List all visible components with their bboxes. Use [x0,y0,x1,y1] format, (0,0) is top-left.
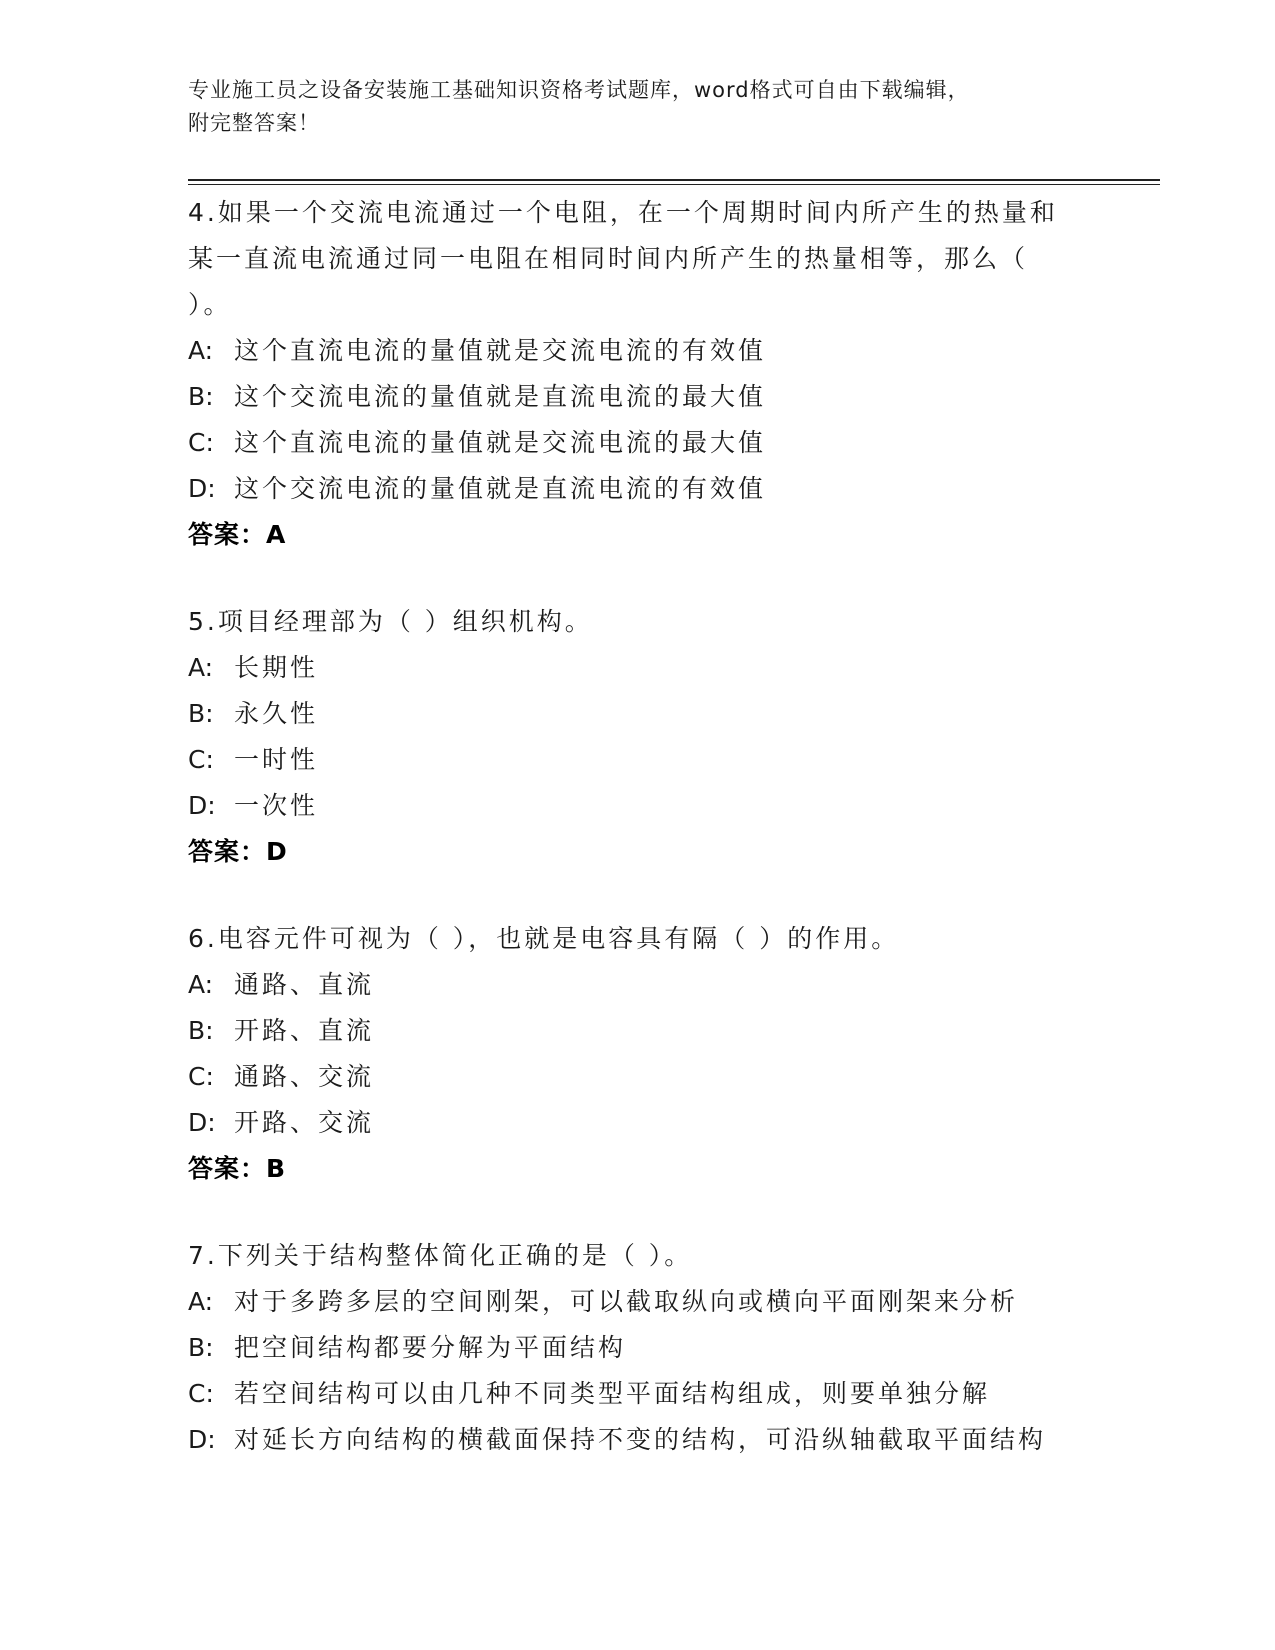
header-line-1: 专业施工员之设备安装施工基础知识资格考试题库，word格式可自由下载编辑， [188,78,970,102]
option-text: 开路、直流 [234,1016,375,1045]
option-d [188,783,1148,829]
answer-line [188,512,1148,558]
answer-value: B [266,1154,287,1183]
option-text: 对延长方向结构的横截面保持不变的结构，可沿纵轴截取平面结构 [234,1425,1047,1454]
option-a [188,962,1148,1008]
option-letter: D: [188,474,216,503]
question-text [188,190,1068,328]
option-letter: B: [188,382,214,411]
option-letter: B: [188,1333,214,1362]
question-5 [188,599,1148,875]
option-text: 一时性 [234,745,319,774]
question-text [188,599,1068,645]
option-b [188,1008,1148,1054]
option-b [188,374,1148,420]
option-text: 若空间结构可以由几种不同类型平面结构组成，则要单独分解 [234,1379,991,1408]
option-letter: C: [188,745,214,774]
option-text: 通路、交流 [234,1062,375,1091]
option-a [188,1279,1148,1325]
header-line-2: 附完整答案！ [188,111,320,135]
answer-label: 答案： [188,1154,267,1183]
answer-value: A [266,520,287,549]
option-letter: D: [188,791,216,820]
option-letter: B: [188,699,214,728]
option-letter: C: [188,1379,214,1408]
option-letter: C: [188,1062,214,1091]
header-divider-thick [188,179,1160,181]
option-text: 一次性 [234,791,319,820]
option-text: 这个交流电流的量值就是直流电流的有效值 [234,474,767,503]
option-text: 这个交流电流的量值就是直流电流的最大值 [234,382,767,411]
answer-label: 答案： [188,520,267,549]
question-number: 6. [188,924,218,953]
option-d [188,1417,1148,1463]
option-a [188,645,1148,691]
question-text [188,1233,1068,1279]
question-4 [188,190,1148,558]
option-text: 长期性 [234,653,319,682]
option-letter: D: [188,1425,216,1454]
option-d [188,1100,1148,1146]
question-stem: 项目经理部为（ ）组织机构。 [217,607,593,636]
option-letter: A: [188,653,214,682]
answer-value: D [266,837,288,866]
option-c [188,737,1148,783]
option-letter: D: [188,1108,216,1137]
question-number: 7. [188,1241,218,1270]
question-list [188,190,1148,1504]
option-text: 把空间结构都要分解为平面结构 [234,1333,627,1362]
option-b [188,1325,1148,1371]
question-number: 5. [188,607,218,636]
option-c [188,420,1148,466]
header-divider-thin [188,184,1160,185]
answer-label: 答案： [188,837,267,866]
option-text: 开路、交流 [234,1108,375,1137]
option-text: 这个直流电流的量值就是交流电流的最大值 [234,428,767,457]
option-a [188,328,1148,374]
document-header [188,74,1068,140]
answer-line [188,1146,1148,1192]
option-text: 永久性 [234,699,319,728]
option-letter: A: [188,336,214,365]
question-stem: 电容元件可视为（ ），也就是电容具有隔（ ）的作用。 [217,924,900,953]
option-text: 通路、直流 [234,970,375,999]
option-c [188,1371,1148,1417]
question-number: 4. [188,198,218,227]
option-b [188,691,1148,737]
answer-line [188,829,1148,875]
option-c [188,1054,1148,1100]
option-letter: B: [188,1016,214,1045]
question-stem: 下列关于结构整体简化正确的是（ ）。 [217,1241,693,1270]
question-6 [188,916,1148,1192]
option-letter: C: [188,428,214,457]
question-stem: 如果一个交流电流通过一个电阻，在一个周期时间内所产生的热量和某一直流电流通过同一电阻在相同时间内所产生的热量相等，那么（ ）。 [188,198,1058,319]
question-7 [188,1233,1148,1463]
option-letter: A: [188,1287,214,1316]
option-text: 这个直流电流的量值就是交流电流的有效值 [234,336,767,365]
option-text: 对于多跨多层的空间刚架，可以截取纵向或横向平面刚架来分析 [234,1287,1019,1316]
question-text [188,916,1068,962]
option-letter: A: [188,970,214,999]
option-d [188,466,1148,512]
